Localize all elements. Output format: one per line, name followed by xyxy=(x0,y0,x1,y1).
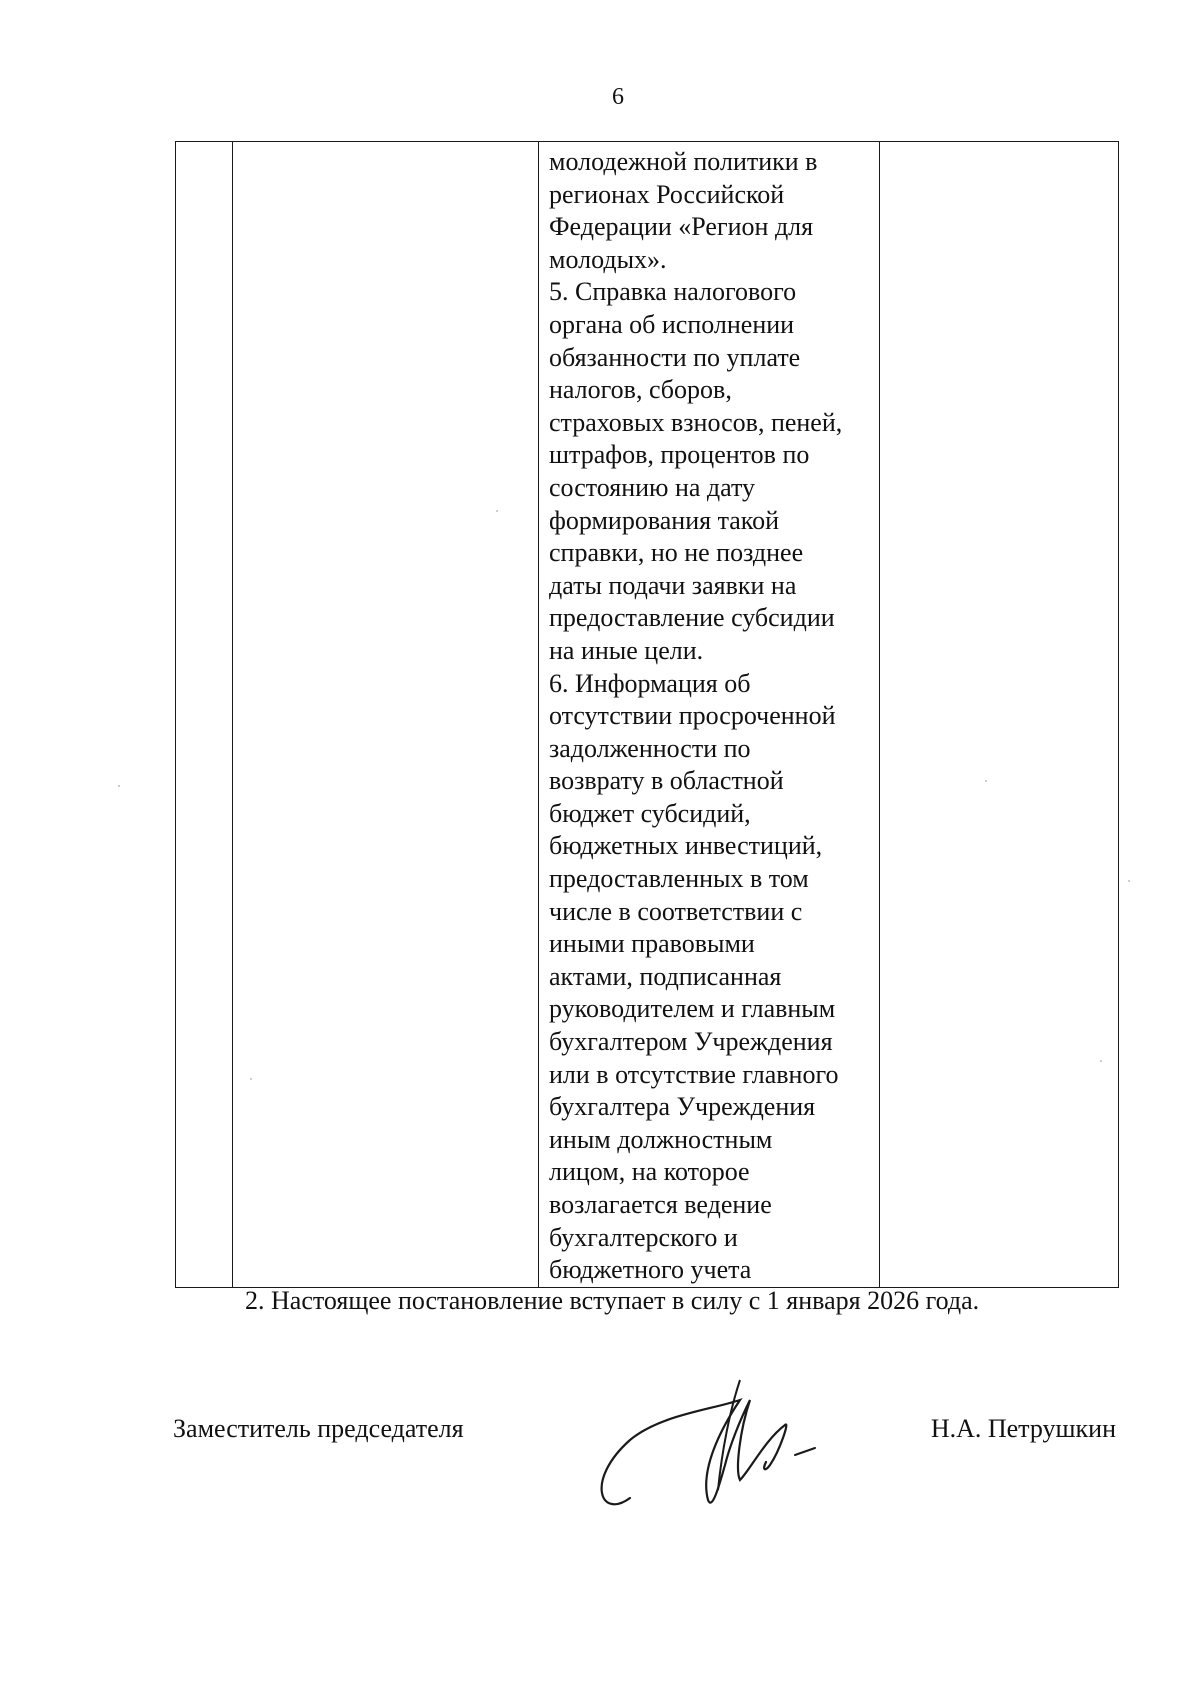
cell-text-line: отсутствии просроченной xyxy=(549,701,836,731)
cell-text-line: органа об исполнении xyxy=(549,309,795,339)
handwritten-signature xyxy=(590,1370,830,1520)
table-cell-name xyxy=(233,142,539,1288)
cell-text-line: налогов, сборов, xyxy=(549,375,732,405)
cell-text-line: возврату в областной xyxy=(549,766,784,796)
cell-text-line: молодежной политики в xyxy=(549,147,818,176)
cell-text-line: формирования такой xyxy=(549,505,780,535)
table-cell-number xyxy=(176,142,233,1288)
table-cell-documents xyxy=(539,142,880,1288)
cell-text-line: Федерации «Регион для xyxy=(549,212,814,242)
scan-speck xyxy=(250,1078,252,1080)
documents-list xyxy=(549,146,879,1287)
signatory-position: Заместитель председателя xyxy=(173,1414,464,1443)
cell-text-line: актами, подписанная xyxy=(549,961,782,991)
cell-text-line: состоянию на дату xyxy=(549,472,756,502)
cell-text-line: регионах Российской xyxy=(549,179,785,209)
cell-text-line: бюджет субсидий, xyxy=(549,798,751,828)
cell-text-line: даты подачи заявки на xyxy=(549,570,797,600)
cell-text-line: страховых взносов, пеней, xyxy=(549,407,843,437)
cell-text-line: предоставленных в том xyxy=(549,864,809,894)
cell-text-line: бухгалтером Учреждения xyxy=(549,1027,833,1057)
cell-text-line: или в отсутствие главного xyxy=(549,1059,839,1089)
cell-text-line: числе в соответствии с xyxy=(549,896,803,926)
cell-text-line: задолженности по xyxy=(549,733,751,763)
cell-text-line: возлагается ведение xyxy=(549,1190,772,1219)
table-cell-notes xyxy=(880,142,1119,1288)
table-row xyxy=(176,142,1119,1288)
scan-speck xyxy=(496,510,498,512)
scan-speck xyxy=(1100,1060,1102,1062)
cell-text-line: иными правовыми xyxy=(549,929,755,959)
effective-date-clause: 2. Настоящее постановление вступает в силу с 1 января 2026 года. xyxy=(245,1286,980,1315)
scan-speck xyxy=(118,785,120,787)
cell-text-line: руководителем и главным xyxy=(549,994,836,1024)
scan-speck xyxy=(985,780,987,782)
cell-text-line: бюджетных инвестиций, xyxy=(549,831,823,861)
page-number: 6 xyxy=(612,84,624,110)
cell-text-line: иным должностным xyxy=(549,1124,773,1154)
cell-text-line: справки, но не позднее xyxy=(549,538,804,568)
cell-text-line: бухгалтерского и xyxy=(549,1222,738,1252)
cell-text-line: бухгалтера Учреждения xyxy=(549,1092,816,1122)
cell-text-line: обязанности по уплате xyxy=(549,342,801,372)
cell-text-line: штрафов, процентов по xyxy=(549,440,810,470)
requirements-table xyxy=(175,141,1119,1288)
cell-text-line: 5. Справка налогового xyxy=(549,277,797,307)
scan-speck xyxy=(1128,880,1130,882)
cell-text-line: на иные цели. xyxy=(549,635,704,665)
cell-text-line: 6. Информация об xyxy=(549,668,751,698)
cell-text-line: молодых». xyxy=(549,244,667,274)
signatory-name: Н.А. Петрушкин xyxy=(930,1414,1116,1443)
cell-text-line: лицом, на которое xyxy=(549,1157,750,1187)
cell-text-line: предоставление субсидии xyxy=(549,603,835,633)
cell-text-line: бюджетного учета xyxy=(549,1255,752,1285)
